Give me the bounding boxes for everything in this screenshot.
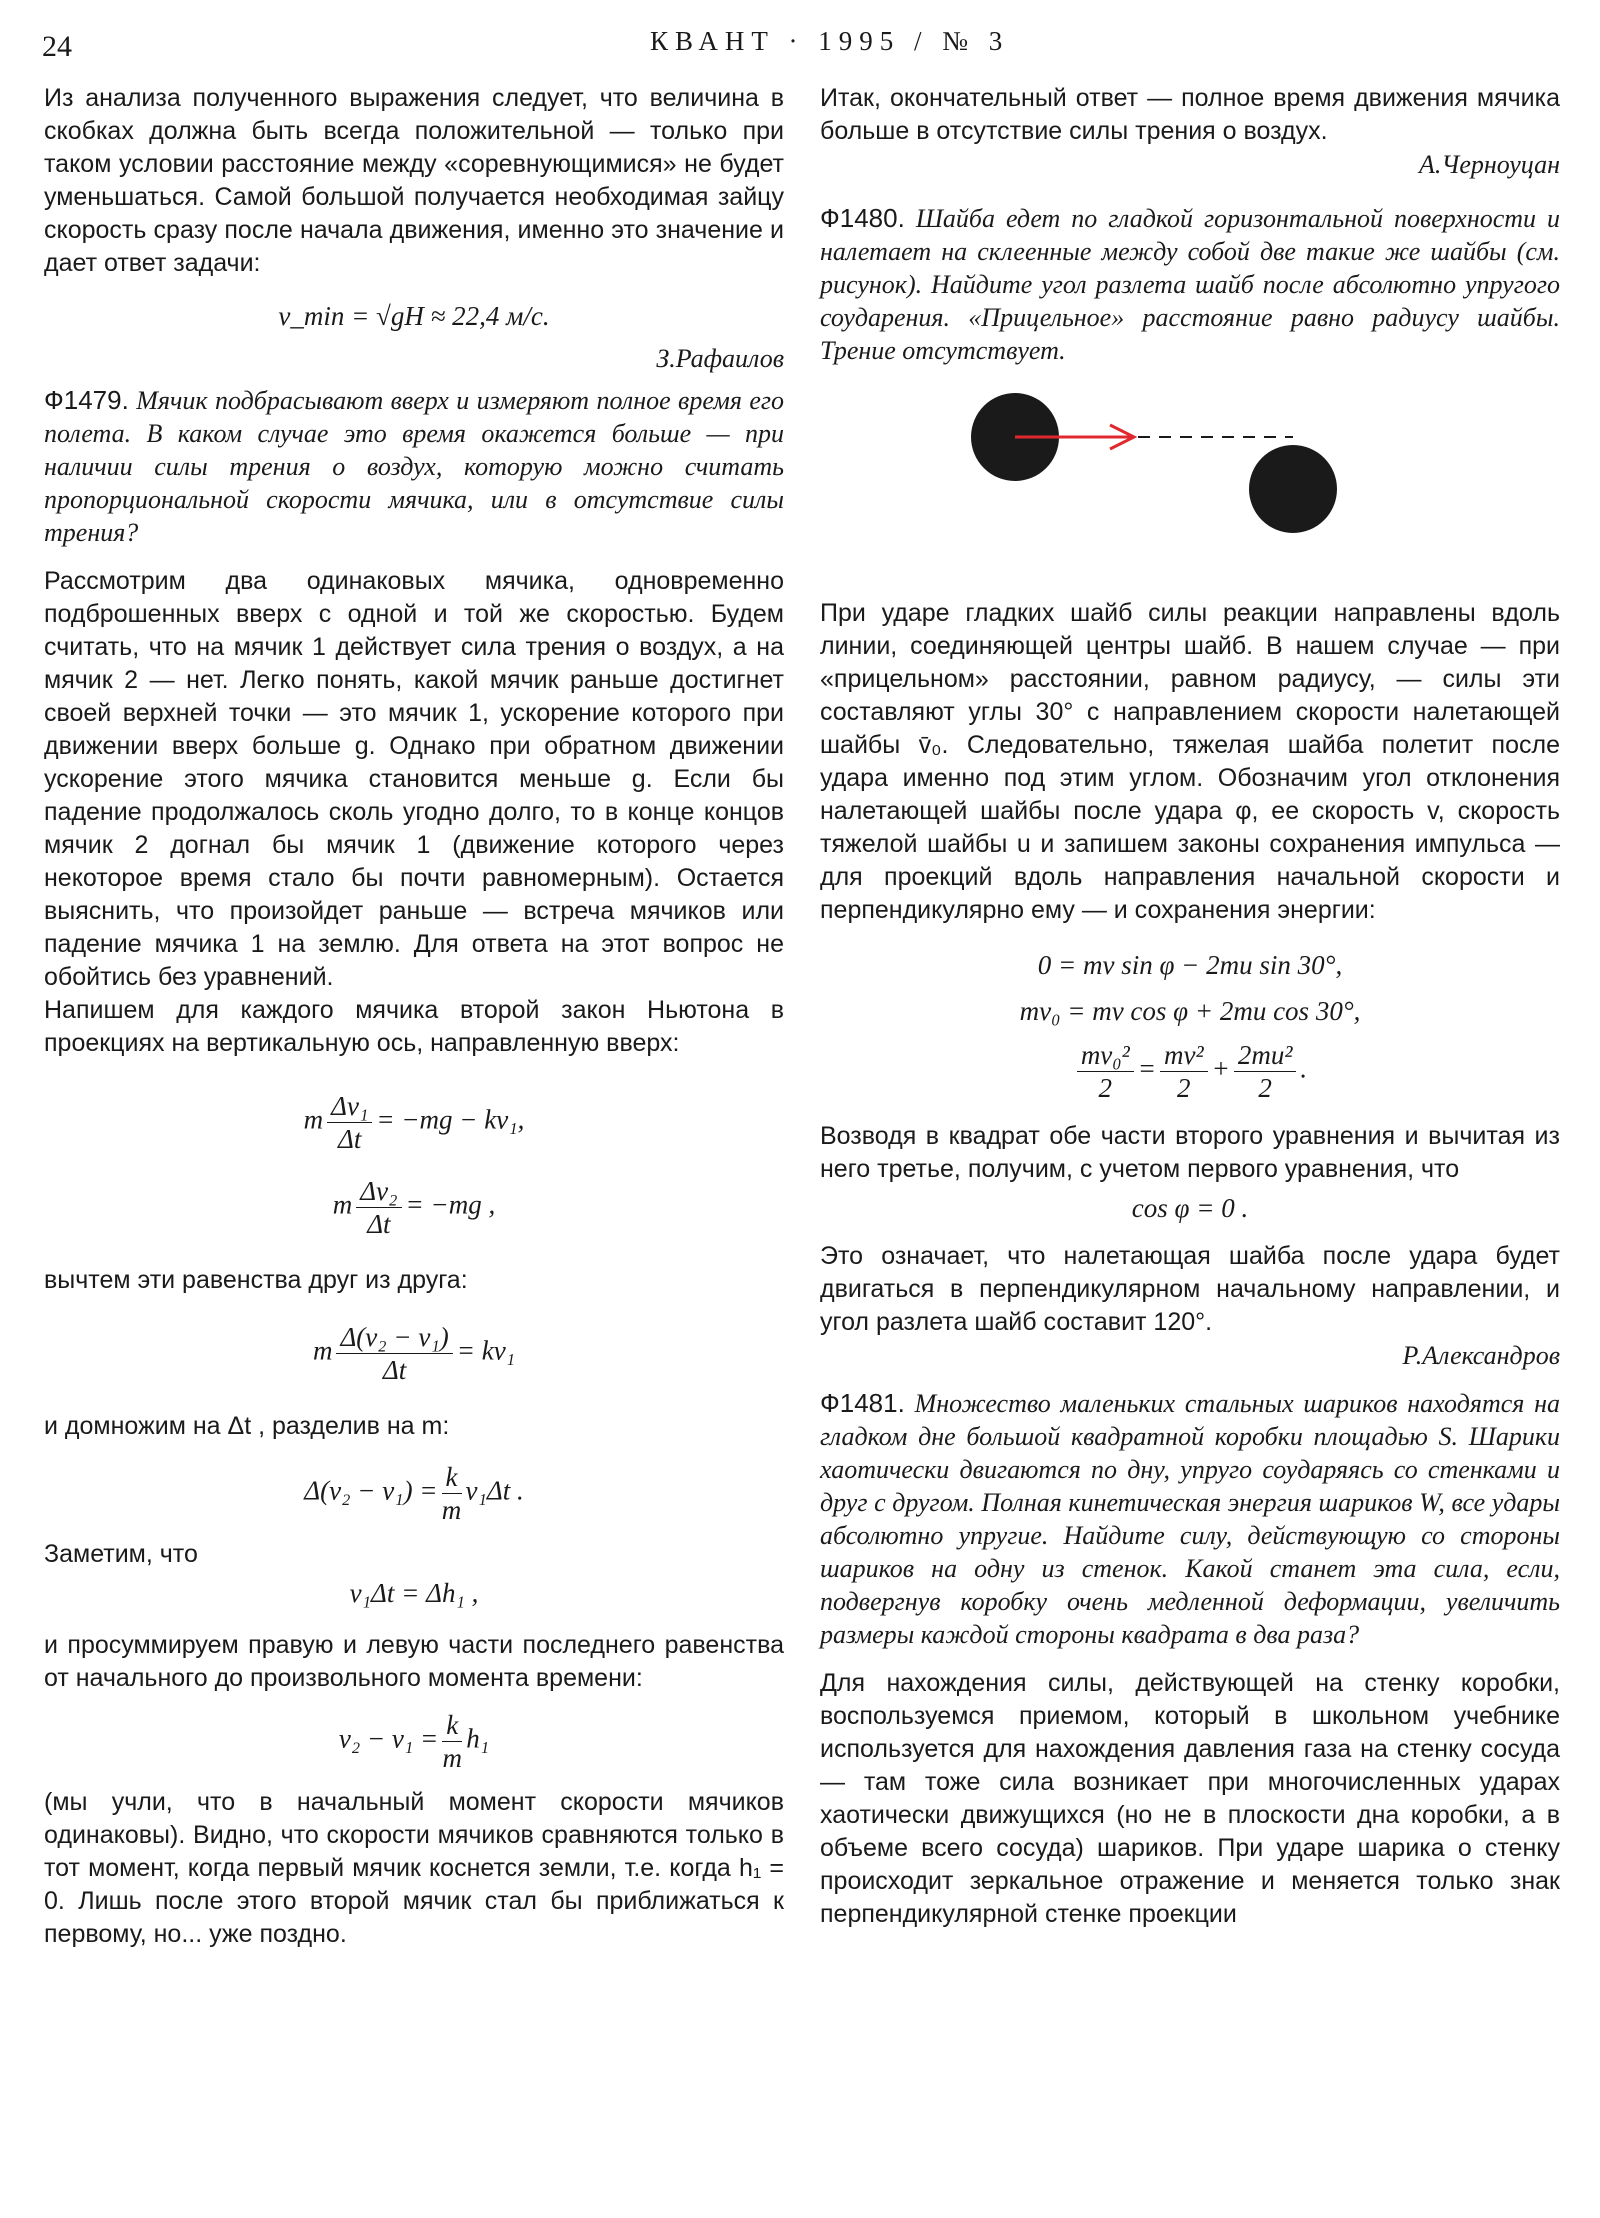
paragraph: Из анализа полученного выражения следует, что величина в скобках должна быть всегда положительной — только при таком условии расстояние между «соревнующимися» не будет уменьшаться. Самой большой получается необходимая зайцу скорость сразу после начала движения, именно это значение и дает ответ задачи: [44, 84, 784, 277]
paragraph: вычтем эти равенства друг из друга: [44, 1266, 468, 1294]
paragraph: Напишем для каждого мячика второй закон Ньютона в проекциях на вертикальную ось, направленную вверх: [44, 996, 784, 1057]
problem-f1480 [820, 202, 1560, 367]
page-number: 24 [42, 30, 72, 63]
paragraph: При ударе гладких шайб силы реакции направлены вдоль линии, соединяющей центры шайб. В нашем случае — при «прицельном» расстоянии, равном радиусу, — силы эти составляют углы 30° с направлением скорости налетающей шайбы v̄₀. Следовательно, тяжелая шайба полетит после удара именно под этим углом. Обозначим угол отклонения налетающей шайбы после удара φ, ее скорость v, скорость тяжелой шайбы u и запишем законы сохранения импульса — для проекций вдоль направления начальной скорости и перпендикулярно ему — и сохранения энергии: [820, 599, 1560, 924]
paragraph: и домножим на Δt , разделив на m: [44, 1412, 450, 1440]
problem-text: Мячик подбрасывают вверх и измеряют полное время его полета. В каком случае это время окажется больше — при наличии силы трения о воздух, которую можно считать пропорциональной скорости мячика, или в отсутствие силы трения? [44, 386, 784, 547]
equation-5: v₁Δt = Δh₁ , [349, 1578, 479, 1608]
paragraph: Рассмотрим два одинаковых мячика, одновременно подброшенных вверх с одной и той же скоростью. Будем считать, что на мячик 1 действует сила трения о воздух, а на мячик 2 — нет. Легко понять, какой мячик раньше достигнет своей верхней точки — это мячик 1, ускорение которого при движении вверх больше g. Однако при обратном движении ускорение этого мячика становится меньше g. Если бы падение продолжалось сколь угодно долго, то в конце концов мячик 2 догнал бы мячик 1 (движение которого через некоторое время стало бы почти равномерным). Остается выяснить, что произойдет раньше — встреча мячиков или падение мячика 1 на землю. Для ответа на этот вопрос не обойтись без уравнений. [44, 567, 784, 991]
problem-id: Ф1480. [820, 203, 905, 233]
problem-text: Множество маленьких стальных шариков находятся на гладком дне большой квадратной коробки площадью S. Шарики хаотически двигаются по дну, упруго соударяясь со стенками и друг с другом. Полная кинетическая энергия шариков W, все удары абсолютно упругие. Найдите силу, действующую со стороны шариков на одну из стенок. Какой станет эта сила, если, подвергнув коробку очень медленной деформации, увеличить размеры каждой стороны квадрата в два раза? [820, 1389, 1560, 1649]
author: А.Черноуцан [1419, 150, 1560, 179]
problem-f1479 [44, 384, 784, 549]
paragraph: Заметим, что [44, 1540, 198, 1568]
equation-r2: mv₀ = mv cos φ + 2mu cos 30°, [1019, 996, 1361, 1026]
paragraph: (мы учли, что в начальный момент скорости мячиков одинаковы). Видно, что скорости мячиков сравняются только в тот момент, когда первый мячик коснется земли, т.е. когда h₁ = 0. Лишь после этого второй мячик стал бы приближаться к первому, но... уже поздно. [44, 1788, 784, 1948]
author: З.Рафаилов [656, 344, 784, 373]
problem-id: Ф1479. [44, 385, 129, 415]
paragraph: Для нахождения силы, действующей на стенку коробки, воспользуемся приемом, который в школьном учебнике используется для нахождения давления газа на стенку сосуда — там тоже сила возникает при многочисленных ударах хаотически движущихся (но не в плоскости дна коробки, а в объеме всего сосуда) шариков. При ударе шарика о стенку происходит зеркальное отражение и меняется только знак перпендикулярной стенке проекции [820, 1669, 1560, 1928]
equation-r3: $\frac{\text{mv₀²}}{2}$ = $\frac{\text{mv²}}{2}$ + $\frac{\text{2mu²}}{2}$ . [820, 1039, 1560, 1104]
pucks-figure [820, 381, 1560, 561]
equation-6: v₂ − v₁ = $\frac{k}{m}$ h₁ [338, 1710, 490, 1773]
equation-1: m $\frac{\text{Δv₁}}{\Delta t}$ = −mg − kv₁, [303, 1091, 525, 1154]
paragraph: Итак, окончательный ответ — полное время движения мячика больше в отсутствие силы трения о воздух. [820, 84, 1560, 145]
paragraph: Это означает, что налетающая шайба после удара будет двигаться в перпендикулярном начальному направлении, и угол разлета шайб составит 120°. [820, 1242, 1560, 1336]
target-puck [1249, 445, 1337, 533]
left-column [44, 82, 784, 1951]
author: Р.Александров [1402, 1341, 1560, 1370]
journal-header: КВАНТ · 1995 / № 3 [650, 26, 1010, 56]
right-column [820, 82, 1560, 1931]
equation-4: Δ(v₂ − v₁) = $\frac{k}{m}$ v₁Δt . [304, 1462, 524, 1525]
paragraph: Возводя в квадрат обе части второго уравнения и вычитая из него третье, получим, с учетом первого уравнения, что [820, 1122, 1560, 1183]
equation-r1: 0 = mv sin φ − 2mu sin 30°, [1037, 950, 1343, 980]
problem-id: Ф1481. [820, 1388, 905, 1418]
equation-3: m $\frac{\text{Δ(v₂ − v₁)}}{\Delta t}$ = kv₁ [312, 1322, 516, 1385]
equation-vmin: v_min = √gH ≈ 22,4 м/с. [278, 301, 550, 331]
paragraph: и просуммируем правую и левую части последнего равенства от начального до произвольного момента времени: [44, 1631, 784, 1692]
equation-2: m $\frac{\text{Δv₂}}{\Delta t}$ = −mg , [332, 1176, 496, 1239]
equation-r4: cos φ = 0 . [1131, 1193, 1249, 1223]
problem-text: Шайба едет по гладкой горизонтальной поверхности и налетает на склеенные между собой две такие же шайбы (см. рисунок). Найдите угол разлета шайб после абсолютно упругого соударения. «Прицельное» расстояние равно радиусу шайбы. Трение отсутствует. [820, 204, 1560, 365]
problem-f1481 [820, 1387, 1560, 1651]
